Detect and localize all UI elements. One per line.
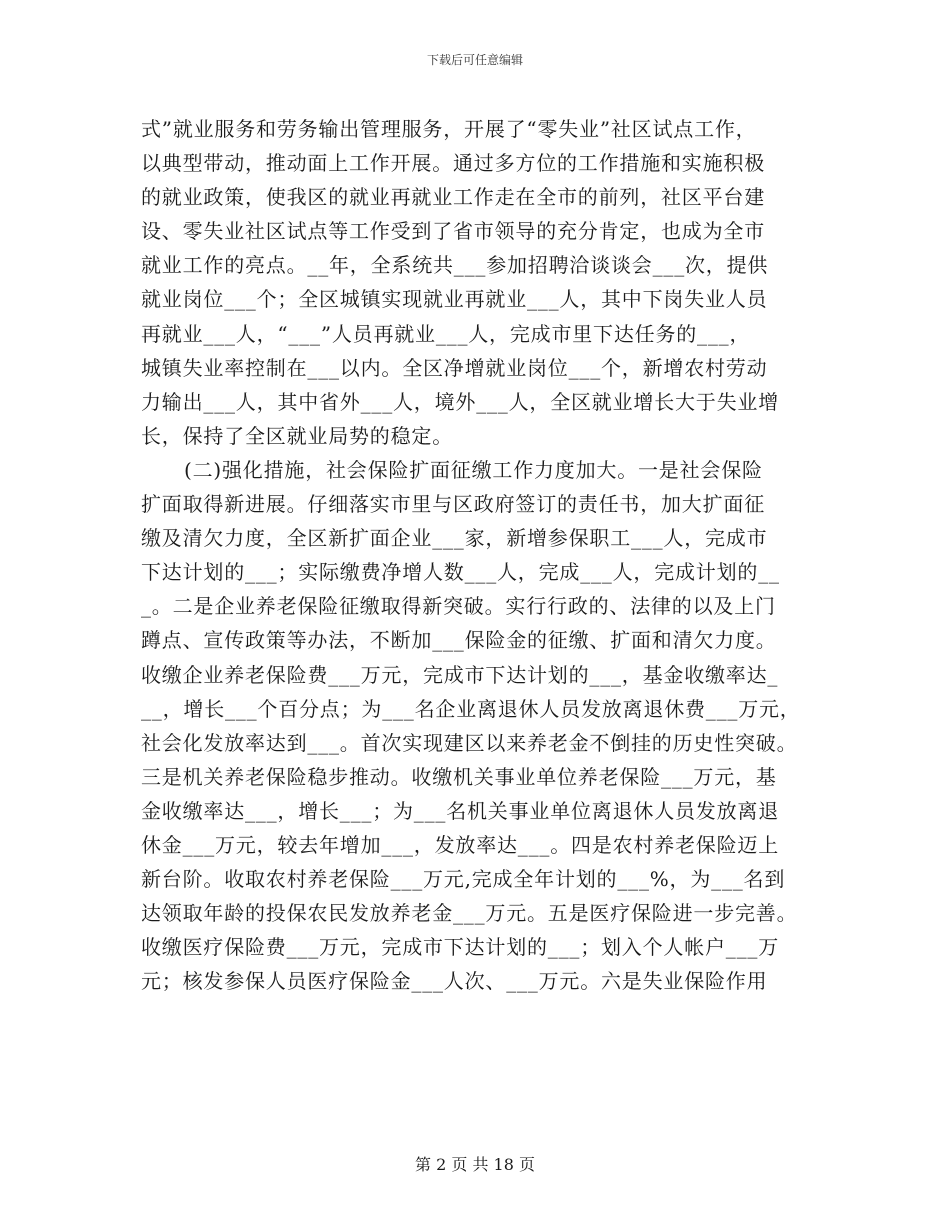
text-line-2: 以典型带动，推动面上工作开展。通过多方位的工作措施和实施积极 [141, 151, 765, 176]
text-line-26: 元；核发参保人员医疗保险金___人次、___万元。六是失业保险作用 [141, 969, 768, 994]
text-line-17: 收缴企业养老保险费___万元，完成市下达计划的___，基金收缴率达_ [141, 662, 779, 687]
text-line-14: 下达计划的___；实际缴费净增人数___人，完成___人，完成计划的__ [141, 560, 780, 585]
text-line-12: 扩面取得新进展。仔细落实市里与区政府签订的责任书，加大扩面征 [141, 492, 765, 517]
text-line-21: 金收缴率达___，增长___；为___名机关事业单位离退休人员发放离退 [141, 798, 779, 823]
text-line-18: __，增长___个百分点；为___名企业离退休人员发放离退休费___万元， [141, 696, 801, 721]
text-line-4: 设、零失业社区试点等工作受到了省市领导的充分肯定，也成为全市 [141, 219, 765, 244]
text-line-16: 蹲点、宣传政策等办法，不断加___保险金的征缴、扩面和清欠力度。 [141, 628, 777, 653]
text-line-7: 再就业___人，“___”人员再就业___人，完成市里下达任务的___， [141, 321, 751, 346]
document-body [141, 112, 813, 998]
text-line-24: 达领取年龄的投保农民发放养老金___万元。五是医疗保险进一步完善。 [141, 901, 798, 926]
text-line-8: 城镇失业率控制在___以内。全区净增就业岗位___个，新增农村劳动 [141, 355, 768, 380]
text-line-22: 休金___万元，较去年增加___，发放率达___。四是农村养老保险迈上 [141, 832, 779, 857]
text-line-19: 社会化发放率达到___。首次实现建区以来养老金不倒挂的历史性突破。 [141, 730, 798, 755]
text-line-6: 就业岗位___个；全区城镇实现就业再就业___人，其中下岗失业人员 [141, 287, 768, 312]
page-header: 下载后可任意编辑 [426, 53, 523, 67]
page-footer: 第 2 页 共 18 页 [415, 1155, 535, 1174]
text-line-10: 长，保持了全区就业局势的稳定。 [141, 423, 453, 448]
text-line-23: 新台阶。收取农村养老保险___万元,完成全年计划的___%，为___名到 [141, 867, 786, 892]
text-line-25: 收缴医疗保险费___万元，完成市下达计划的___；划入个人帐户___万 [141, 935, 779, 960]
text-line-5: 就业工作的亮点。__年，全系统共___参加招聘洽谈谈会___次，提供 [141, 253, 769, 278]
text-line-13: 缴及清欠力度，全区新扩面企业___家，新增参保职工___人，完成市 [141, 526, 768, 551]
text-line-20: 三是机关养老保险稳步推动。收缴机关事业单位养老保险___万元，基 [141, 764, 777, 789]
text-line-9: 力输出___人，其中省外___人，境外___人，全区就业增长大于失业增 [141, 389, 779, 414]
text-line-1: 式”就业服务和劳务输出管理服务，开展了“零失业”社区试点工作， [141, 117, 757, 141]
paragraph-heading-line: (二)强化措施，社会保险扩面征缴工作力度加大。一是社会保险 [184, 457, 763, 482]
text-line-15: _。二是企业养老保险征缴取得新突破。实行行政的、法律的以及上门 [141, 594, 776, 619]
text-line-3: 的就业政策，使我区的就业再就业工作走在全市的前列，社区平台建 [141, 185, 765, 210]
